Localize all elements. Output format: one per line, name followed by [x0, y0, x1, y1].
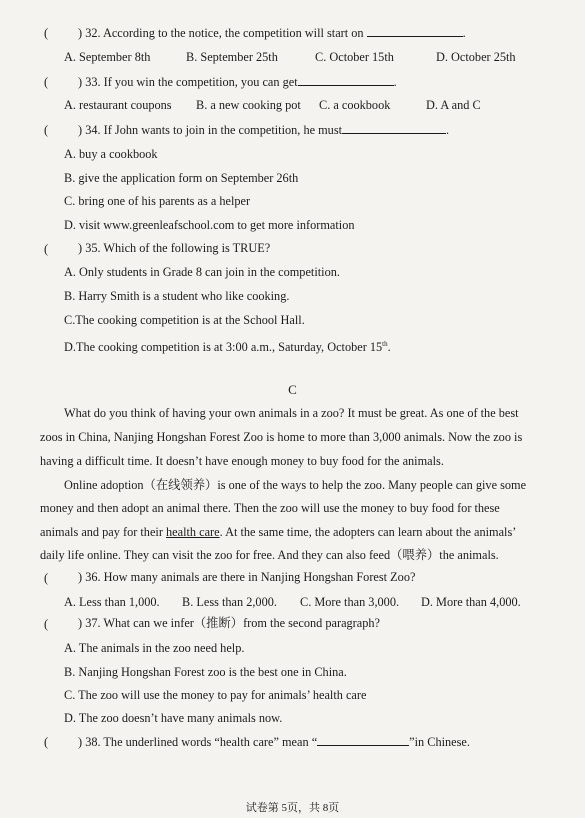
option-33d: D. A and C — [426, 98, 481, 112]
question-35-stem: Which of the following is TRUE? — [103, 241, 271, 255]
question-36-stem: How many animals are there in Nanjing Hongshan Forest Zoo? — [103, 570, 416, 584]
option-34b: B. give the application form on September 26th — [64, 171, 299, 185]
option-35d: D.The cooking competition is at 3:00 a.m., Saturday, October 15th. — [64, 340, 391, 355]
question-36-number: 36. — [85, 570, 101, 584]
question-34-number: 34. — [85, 123, 101, 137]
answer-blank-38 — [317, 734, 409, 746]
answer-paren-34: ( — [44, 123, 49, 137]
section-heading: C — [288, 382, 297, 397]
question-33-stem: If you win the competition, you can get — [103, 75, 298, 89]
question-35-number: 35. — [85, 241, 101, 255]
option-34a: A. buy a cookbook — [64, 147, 158, 161]
question-37-number: 37. — [85, 616, 101, 630]
answer-paren-32: ( — [44, 26, 49, 40]
option-35a: A. Only students in Grade 8 can join in the competition. — [64, 265, 340, 279]
question-33: ) 33. If you win the competition, you can get . — [78, 75, 397, 89]
option-37d: D. The zoo doesn’t have many animals now. — [64, 711, 283, 725]
answer-paren-38: ( — [44, 735, 49, 749]
option-32d: D. October 25th — [436, 50, 516, 64]
passage-line: What do you think of having your own animals in a zoo? It must be great. As one of the best — [64, 406, 519, 420]
option-32c: C. October 15th — [315, 50, 394, 64]
underlined-words: health care — [166, 525, 220, 539]
passage-line: animals and pay for their health care. At the same time, the adopters can learn about the animals’ — [40, 525, 517, 539]
passage-line: Online adoption（在线领养）is one of the ways to help the zoo. Many people can give some — [64, 478, 527, 492]
option-35b: B. Harry Smith is a student who like cooking. — [64, 289, 290, 303]
question-34-stem: If John wants to join in the competition, he must — [103, 123, 343, 137]
question-32-number: 32. — [85, 26, 101, 40]
option-34d: D. visit www.greenleafschool.com to get more information — [64, 218, 355, 232]
option-37a: A. The animals in the zoo need help. — [64, 641, 245, 655]
question-38-number: 38. — [85, 735, 101, 749]
option-36b: B. Less than 2,000. — [182, 595, 277, 609]
question-35: ) 35. Which of the following is TRUE? — [78, 241, 271, 255]
option-36d: D. More than 4,000. — [421, 595, 521, 609]
page-footer: 试卷第 5页，共 8页 — [245, 802, 340, 814]
passage-line: daily life online. They can visit the zoo for free. And they can also feed（喂养）the animals. — [40, 548, 499, 562]
option-33a: A. restaurant coupons — [64, 98, 172, 112]
option-34c: C. bring one of his parents as a helper — [64, 194, 251, 208]
answer-paren-36: ( — [44, 571, 49, 585]
option-36c: C. More than 3,000. — [300, 595, 400, 609]
question-33-number: 33. — [85, 75, 101, 89]
question-37: ) 37. What can we infer（推断）from the second paragraph? — [78, 616, 380, 630]
passage-line: having a difficult time. It doesn’t have enough money to buy food for the animals. — [40, 454, 444, 468]
question-37-stem: What can we infer（推断）from the second paragraph? — [103, 616, 380, 630]
answer-paren-33: ( — [44, 75, 49, 89]
question-34: ) 34. If John wants to join in the competition, he must . — [78, 123, 450, 137]
option-32a: A. September 8th — [64, 50, 151, 64]
option-37b: B. Nanjing Hongshan Forest zoo is the best one in China. — [64, 665, 347, 679]
answer-paren-37: ( — [44, 617, 49, 631]
question-38: ) 38. The underlined words “health care” mean “ ”in Chinese. — [78, 735, 470, 749]
answer-blank-34 — [342, 122, 446, 134]
option-33b: B. a new cooking pot — [196, 98, 301, 112]
question-32: ) 32. According to the notice, the competition will start on . — [78, 26, 466, 40]
answer-paren-35: ( — [44, 242, 49, 256]
option-36a: A. Less than 1,000. — [64, 595, 160, 609]
question-36: ) 36. How many animals are there in Nanjing Hongshan Forest Zoo? — [78, 570, 416, 584]
question-32-close: ) — [78, 26, 83, 40]
passage-line: zoos in China, Nanjing Hongshan Forest Zoo is home to more than 3,000 animals. Now the zoo is — [40, 430, 523, 444]
answer-blank-32 — [367, 25, 463, 37]
question-38-stem: The underlined words “health care” mean “ — [103, 735, 318, 749]
option-33c: C. a cookbook — [319, 98, 391, 112]
option-37c: C. The zoo will use the money to pay for animals’ health care — [64, 688, 367, 702]
option-32b: B. September 25th — [186, 50, 278, 64]
option-35c: C.The cooking competition is at the School Hall. — [64, 313, 305, 327]
question-32-stem: According to the notice, the competition will start on — [102, 26, 364, 40]
passage-line: money and then adopt an animal there. Then the zoo will use the money to buy food for these — [40, 501, 500, 515]
answer-blank-33 — [298, 74, 394, 86]
